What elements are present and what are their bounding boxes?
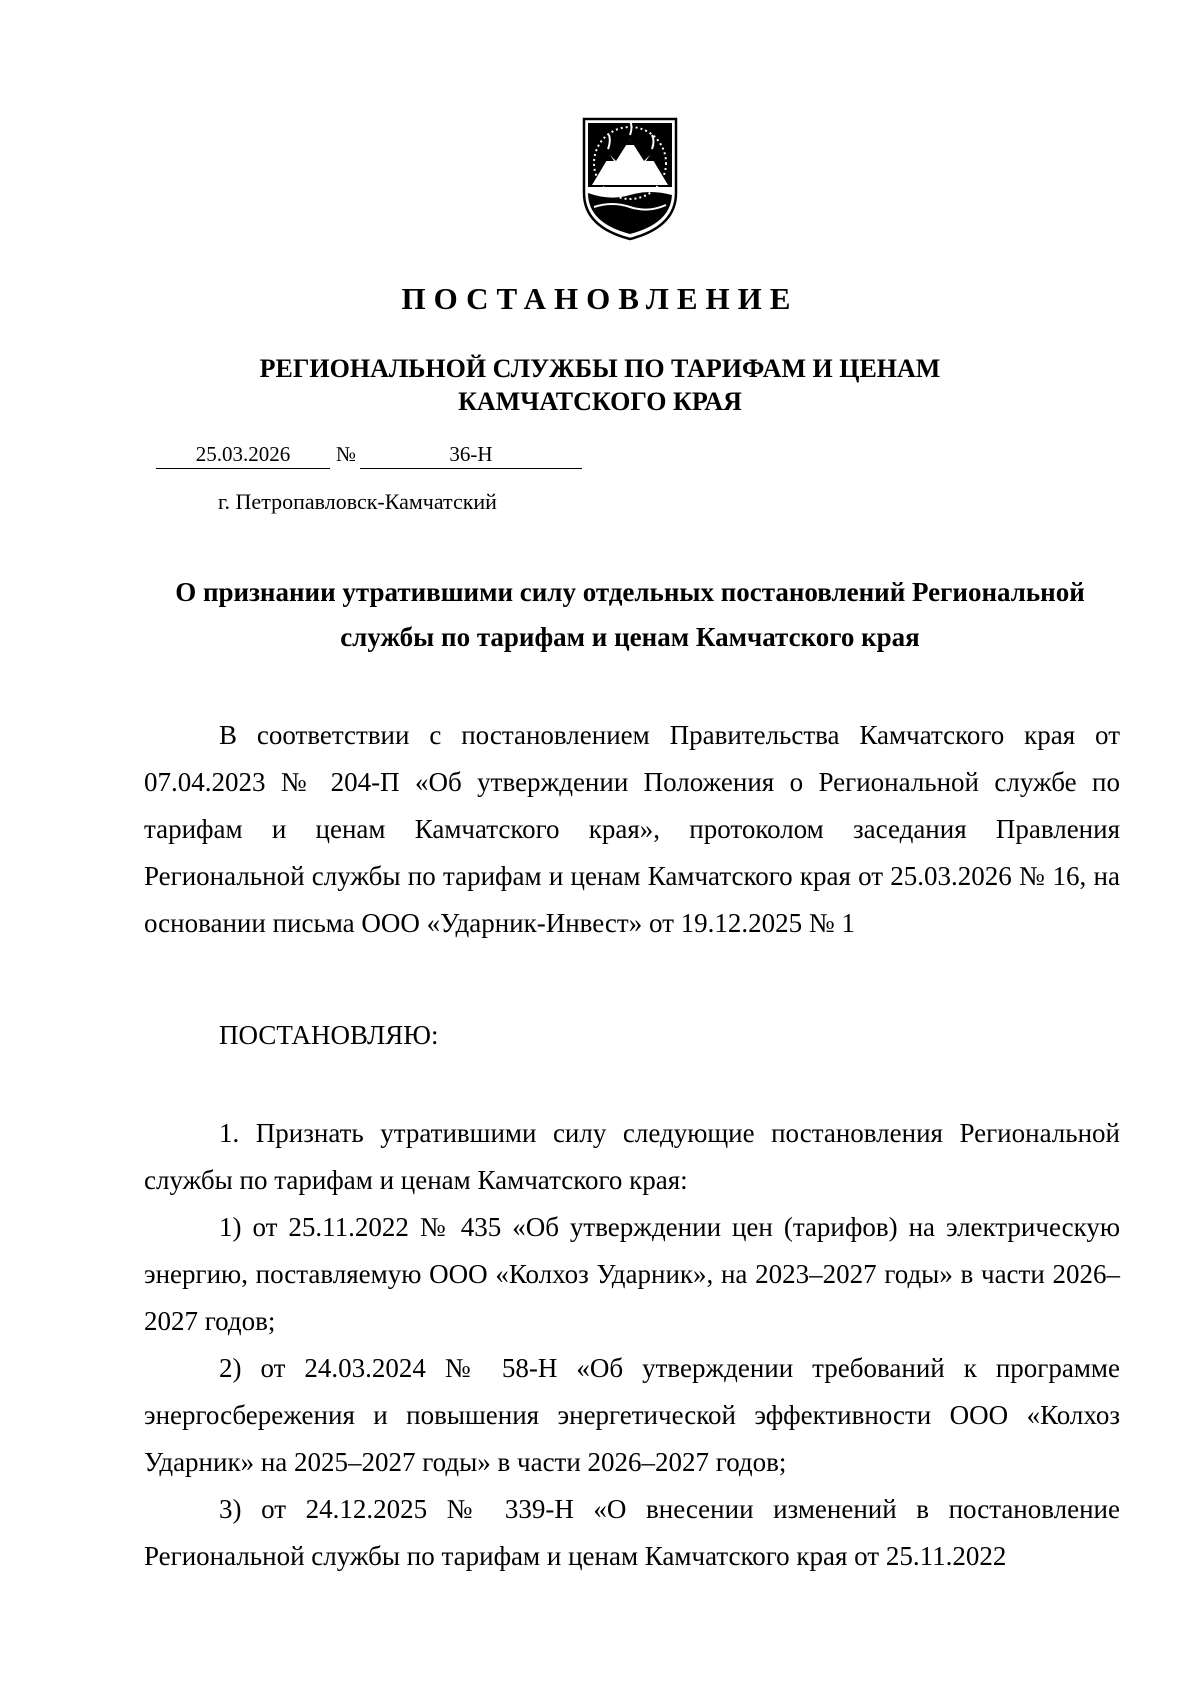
authority-line-1: РЕГИОНАЛЬНОЙ СЛУЖБЫ ПО ТАРИФАМ И ЦЕНАМ xyxy=(259,354,941,383)
clause-1-subitem-2: 2) от 24.03.2024 № 58-Н «Об утверждении требований к программе энергосбережения и повышения энергетической эффективности ООО «Колхоз Ударник» на 2025–2027 годы» в части 2026–2027 годов; xyxy=(144,1353,1120,1477)
number-sign: № xyxy=(335,442,356,466)
clause-1-subitem-1: 1) от 25.11.2022 № 435 «Об утверждении цен (тарифов) на электрическую энергию, поставляемую ООО «Колхоз Ударник», на 2023–2027 годы» в части 2026–2027 годов; xyxy=(144,1212,1120,1336)
document-type-heading: ПОСТАНОВЛЕНИЕ xyxy=(401,281,799,316)
registration-date: 25.03.2026 xyxy=(156,440,330,469)
decree-word: ПОСТАНОВЛЯЮ: xyxy=(219,1020,439,1050)
issuing-authority-heading xyxy=(0,352,1200,418)
clause-1-subitem-3: 3) от 24.12.2025 № 339-Н «О внесении изменений в постановление Региональной службы по тарифам и ценам Камчатского края от 25.11.2022 xyxy=(144,1494,1120,1571)
preamble-paragraph: В соответствии с постановлением Правительства Камчатского края от 07.04.2023 № 204-П «Об утверждении Положения о Региональной службе по тарифам и ценам Камчатского края», протоколом заседания Правления Региональной службы по тарифам и ценам Камчатского края от 25.03.2026 № 16, на основании письма ООО «Ударник-Инвест» от 19.12.2025 № 1 xyxy=(144,720,1120,938)
authority-line-2: КАМЧАТСКОГО КРАЯ xyxy=(458,387,742,416)
city-of-issue: г. Петропавловск-Камчатский xyxy=(218,489,497,514)
kamchatka-coat-of-arms-icon xyxy=(578,115,682,241)
registration-number: 36-Н xyxy=(360,440,582,469)
clause-1: 1. Признать утратившими силу следующие постановления Региональной службы по тарифам и ценам Камчатского края: xyxy=(144,1118,1120,1195)
document-title: О признании утратившими силу отдельных постановлений Региональной службы по тарифам и ценам Камчатского края xyxy=(175,577,1085,652)
